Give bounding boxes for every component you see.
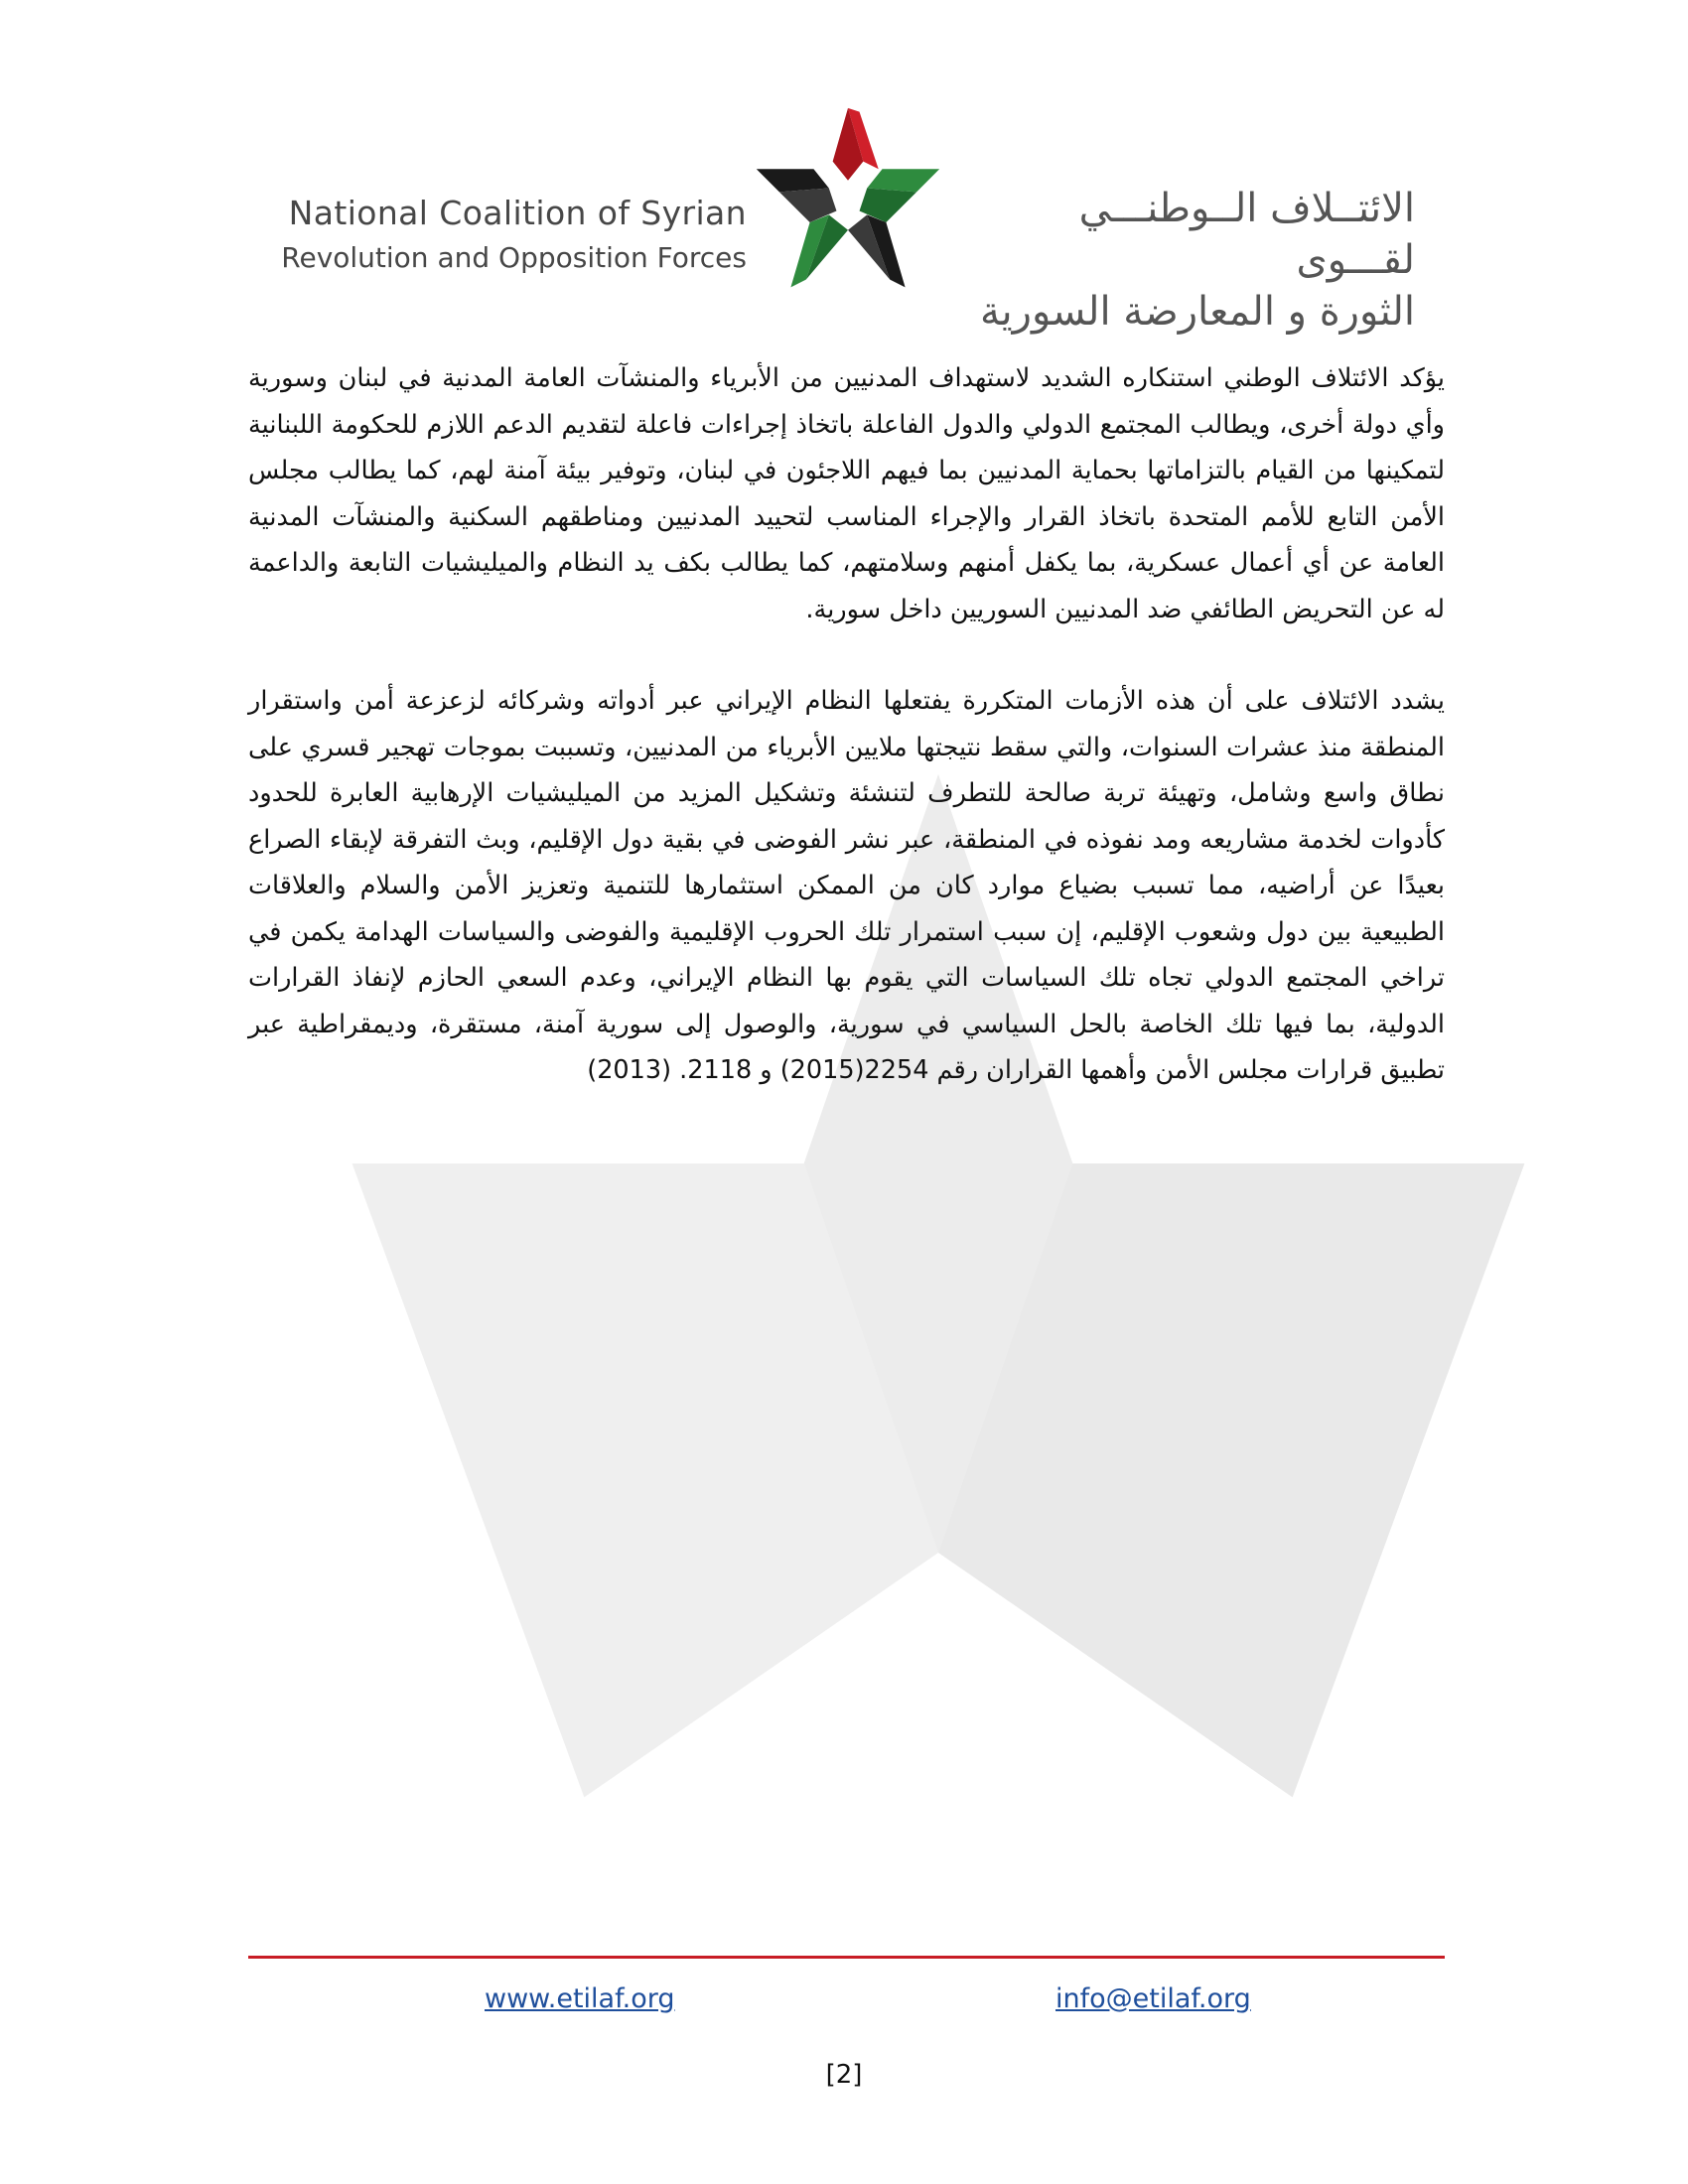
statement-body <box>248 355 1445 1094</box>
email-link[interactable]: info@etilaf.org <box>1055 1983 1251 2014</box>
coalition-star-logo-icon <box>753 104 943 295</box>
paragraph-2: يشدد الائتلاف على أن هذه الأزمات المتكررة يفتعلها النظام الإيراني عبر أدواته وشركائه لزعزعة أمن واستقرار المنطقة منذ عشرات السنوات، والتي سقط نتيجتها ملايين الأبرياء من المدنيين، وتسببت بموجات تهجير قسري على نطاق واسع وشامل، وتهيئة تربة صالحة للتطرف لتنشئة وتشكيل المزيد من الميليشيات الإرهابية العابرة للحدود كأدوات لخدمة مشاريعه ومد نفوذه في المنطقة، عبر نشر الفوضى في بقية دول الإقليم، وبث التفرقة لإبقاء الصراع بعيدًا عن أراضيه، مما تسبب بضياع موارد كان من الممكن استثمارها للتنمية وتعزيز الأمن والسلام والعلاقات الطبيعية بين دول وشعوب الإقليم، إن سبب استمرار تلك الحروب الإقليمية والفوضى والسياسات الهدامة يكمن في تراخي المجتمع الدولي تجاه تلك السياسات التي يقوم بها النظام الإيراني، وعدم السعي الحازم لإنفاذ القرارات الدولية، بما فيها تلك الخاصة بالحل السياسي في سورية، والوصول إلى سورية آمنة، مستقرة، وديمقراطية عبر تطبيق قرارات مجلس الأمن وأهمها القراران رقم 2254(2015) و 2118. (2013) <box>248 686 1445 1085</box>
org-name-arabic <box>948 183 1415 338</box>
org-name-ar-line2: الثورة و المعارضة السورية <box>980 289 1415 335</box>
org-name-en-line2: Revolution and Opposition Forces <box>281 241 747 274</box>
footer-divider <box>248 1956 1445 1959</box>
letterhead <box>0 99 1688 335</box>
page-number: [2] <box>825 2060 863 2090</box>
org-name-english <box>280 191 747 280</box>
website-link[interactable]: www.etilaf.org <box>485 1983 675 2014</box>
org-name-ar-line1: الائتــلاف الــوطنـــي لقـــوى <box>1078 186 1415 283</box>
org-name-en-line1: National Coalition of Syrian <box>288 194 747 232</box>
paragraph-1: يؤكد الائتلاف الوطني استنكاره الشديد لاستهداف المدنيين من الأبرياء والمنشآت العامة المدنية في لبنان وسورية وأي دولة أخرى، ويطالب المجتمع الدولي والدول الفاعلة باتخاذ إجراءات فاعلة لتقديم الدعم اللازم للحكومة اللبنانية لتمكينها من القيام بالتزاماتها بحماية المدنيين بما فيهم اللاجئون في لبنان، وتوفير بيئة آمنة لهم، كما يطالب مجلس الأمن التابع للأمم المتحدة باتخاذ القرار والإجراء المناسب لتحييد المدنيين ومناطقهم السكنية والمنشآت المدنية العامة عن أي أعمال عسكرية، بما يكفل أمنهم وسلامتهم، كما يطالب بكف يد النظام والميليشيات التابعة والداعمة له عن التحريض الطائفي ضد المدنيين السوريين داخل سورية. <box>248 363 1445 624</box>
